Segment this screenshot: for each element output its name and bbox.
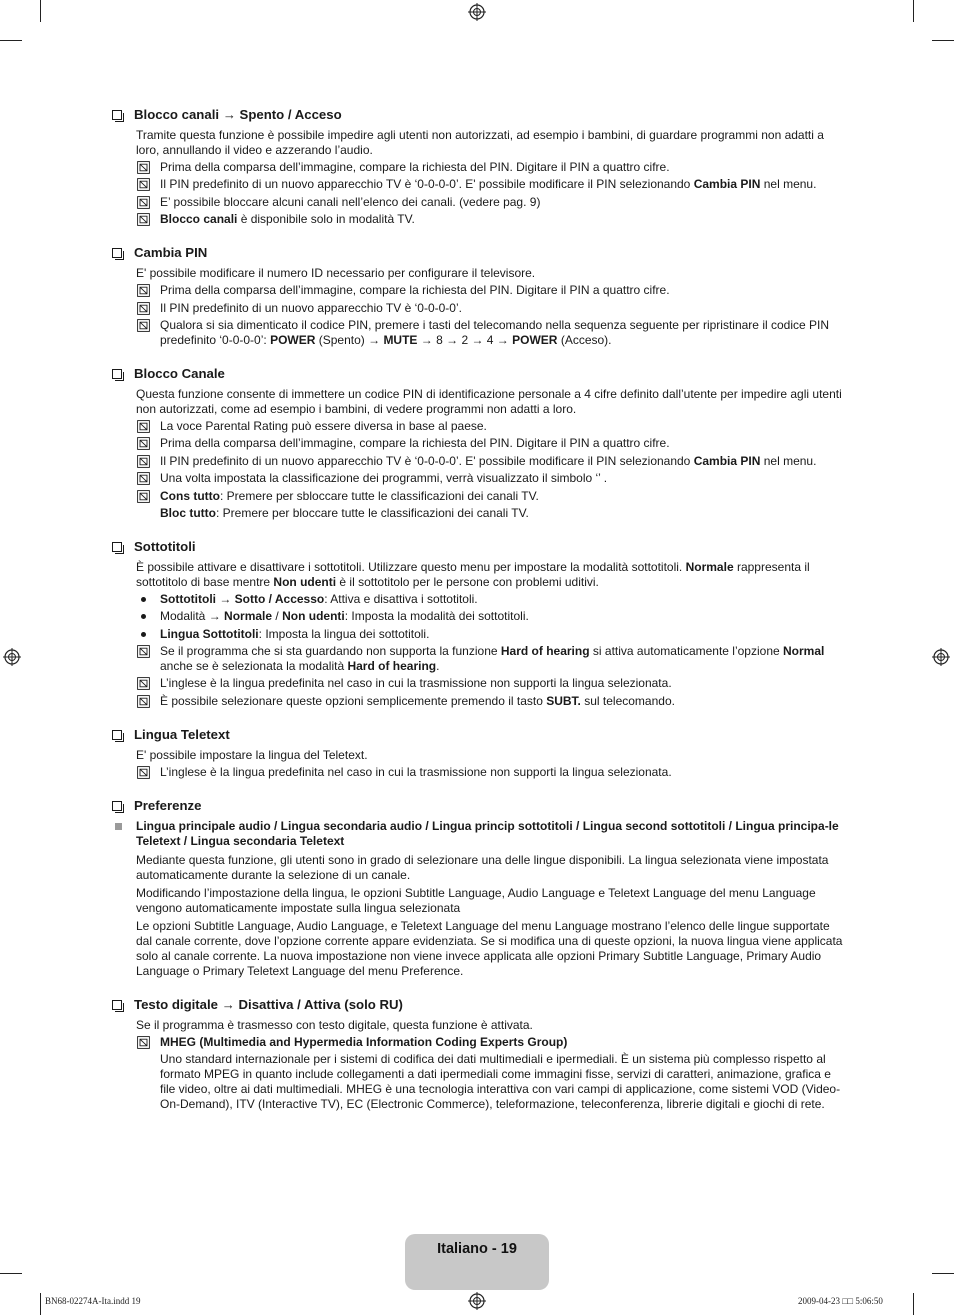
note-text: MHEG (Multimedia and Hypermedia Information Coding Experts Group)	[160, 1034, 568, 1049]
checkbox-icon	[112, 801, 122, 811]
note-item	[136, 644, 845, 674]
note-text: Blocco canali è disponibile solo in modalità TV.	[160, 212, 415, 227]
note-text: È possibile selezionare queste opzioni semplicemente premendo il tasto SUBT. sul telecomando.	[160, 693, 675, 708]
section-title: Blocco Canale	[134, 365, 225, 381]
bullet-text: Sottotitoli → Sotto / Accesso: Attiva e disattiva i sottotitoli.	[160, 591, 478, 606]
note-mark	[136, 212, 160, 227]
checkbox-icon	[112, 110, 122, 120]
note-continuation: Uno standard internazionale per i sistemi di codifica dei dati multimediali e ipermediali. È un sistema più complesso rispetto al formato MPEG in quanto include collegamenti a dati ipermediali come immagini fisse, servizi di caratteri, animazione, grafica e file video, oltre ai dati multimediali. MHEG è una tecnologia interattiva con vari campi di applicazione, come sistemi VOD (Video-On-Demand), ITV (Interactive TV), EC (Electronic Commerce), teleformazione, teleconferenza, librerie digitali e giochi di rete.	[160, 1052, 841, 1112]
note-text: Una volta impostata la classificazione dei programmi, verrà visualizzato il simbolo ‘’ .	[160, 471, 608, 486]
note-icon	[137, 420, 150, 433]
section-intro: Questa funzione consente di immettere un codice PIN di identificazione personale a 4 cifre definito dall’utente per impedire agli utenti non autorizzati, come ad esempio i bambini, di vedere programmi non adatti a loro.	[136, 386, 842, 416]
registration-mark-icon	[3, 648, 21, 666]
note-text: Prima della comparsa dell’immagine, compare la richiesta del PIN. Digitare il PIN a quattro cifre.	[160, 283, 670, 298]
checkbox-icon	[112, 248, 122, 258]
section-intro: E' possibile impostare la lingua del Teletext.	[136, 747, 368, 762]
section-intro: Se il programma è trasmesso con testo digitale, questa funzione è attivata.	[136, 1017, 533, 1032]
section-6	[110, 996, 845, 1112]
bullet-icon	[136, 592, 160, 607]
bullet-item	[136, 592, 845, 607]
note-icon	[137, 472, 150, 485]
section-title: Preferenze	[134, 797, 202, 813]
note-icon	[137, 302, 150, 315]
section-heading	[110, 365, 845, 383]
section-heading	[110, 538, 845, 556]
paragraph: Modificando l’impostazione della lingua, le opzioni Subtitle Language, Audio Language e Teletext Language del menu Language vengono automaticamente impostate sulla lingua selezionata	[136, 885, 816, 915]
note-item	[136, 489, 845, 504]
page-number-label: Italiano - 19	[437, 1241, 517, 1257]
note-icon	[137, 213, 150, 226]
note-icon	[137, 196, 150, 209]
note-item	[136, 694, 845, 709]
square-bullet-mark	[115, 823, 122, 830]
note-icon	[137, 161, 150, 174]
note-icon	[137, 766, 150, 779]
note-text: La voce Parental Rating può essere diversa in base al paese.	[160, 418, 487, 433]
section-heading	[110, 996, 845, 1014]
checkbox-icon	[112, 1000, 122, 1010]
note-icon	[137, 1036, 150, 1049]
note-icon	[137, 645, 150, 658]
bullet-dot	[141, 614, 146, 619]
note-text: L’inglese è la lingua predefinita nel caso in cui la trasmissione non supporti la lingua selezionata.	[160, 676, 672, 691]
section-title: Cambia PIN	[134, 245, 208, 261]
note-item	[136, 177, 845, 192]
note-item	[136, 454, 845, 469]
section-heading	[110, 726, 845, 744]
checkbox-icon	[112, 542, 122, 552]
note-text: Il PIN predefinito di un nuovo apparecchio TV è ‘0-0-0-0’. E' possibile modificare il PIN selezionando Cambia PIN nel menu.	[160, 177, 817, 192]
note-mark	[136, 765, 160, 780]
paragraph: Mediante questa funzione, gli utenti sono in grado di selezionare una delle lingue disponibili. La lingua selezionata viene impostata automaticamente durante la selezione di un canale.	[136, 852, 829, 882]
note-item	[136, 1035, 845, 1050]
note-text: Qualora si sia dimenticato il codice PIN, premere i tasti del telecomando nella sequenza seguente per ripristinare il codice PIN predefinito ‘0-0-0-0’: POWER (Spento) → MUTE → 8 → 2 → 4 → POWER (Acceso).	[160, 317, 830, 347]
preference-subheading	[110, 819, 845, 849]
note-icon	[137, 695, 150, 708]
note-mark	[136, 177, 160, 192]
note-mark	[136, 454, 160, 469]
section-heading	[110, 106, 845, 124]
bullet-dot	[141, 632, 146, 637]
note-text: Cons tutto: Premere per sbloccare tutte le classificazioni dei canali TV.	[160, 488, 539, 503]
note-icon	[137, 455, 150, 468]
registration-mark-icon	[468, 1292, 486, 1310]
note-item	[136, 419, 845, 434]
section-1	[110, 244, 845, 348]
bullet-icon	[136, 609, 160, 624]
square-bullet-icon	[110, 819, 136, 849]
paragraph: Le opzioni Subtitle Language, Audio Language, e Teletext Language del menu Language mostrano l’elenco delle lingue supportate dal canale corrente, dove l’opzione corrente appare evidenziata. Se si modifica una di queste opzioni, la nuova lingua viene applicata solo al canale corrente. La nuova impostazione non viene invece applicata alle opzioni Primary Subtitle Language, Primary Audio Language o Primary Teletext Language del menu Preference.	[136, 918, 843, 978]
note-mark	[136, 318, 160, 348]
note-icon	[137, 319, 150, 332]
note-mark	[136, 676, 160, 691]
registration-mark-icon	[468, 3, 486, 21]
bullet-dot	[141, 597, 146, 602]
note-icon	[137, 284, 150, 297]
note-text: Se il programma che si sta guardando non supporta la funzione Hard of hearing si attiva automaticamente l’opzione Normal anche se è selezionata la modalità Hard of hearing.	[160, 644, 825, 674]
note-item	[136, 676, 845, 691]
section-title: Sottotitoli	[134, 538, 196, 554]
note-text: Il PIN predefinito di un nuovo apparecchio TV è ‘0-0-0-0’. E' possibile modificare il PIN selezionando Cambia PIN nel menu.	[160, 453, 817, 468]
section-heading	[110, 797, 845, 815]
note-continuation: Bloc tutto: Premere per bloccare tutte le classificazioni dei canali TV.	[160, 505, 529, 520]
note-mark	[136, 436, 160, 451]
bullet-text: Modalità → Normale / Non udenti: Imposta la modalità dei sottotitoli.	[160, 609, 529, 624]
section-0	[110, 106, 845, 227]
registration-mark-icon	[932, 648, 950, 666]
note-mark	[136, 644, 160, 674]
note-text: Il PIN predefinito di un nuovo apparecchio TV è ‘0-0-0-0’.	[160, 300, 462, 315]
section-intro: Tramite questa funzione è possibile impedire agli utenti non autorizzati, ad esempio i bambini, di guardare programmi non adatti a loro, annullando il video e azzerando l’audio.	[136, 128, 824, 157]
checkbox-icon	[112, 369, 122, 379]
note-mark	[136, 195, 160, 210]
section-intro: E' possibile modificare il numero ID necessario per configurare il televisore.	[136, 266, 536, 281]
bullet-text: Lingua Sottotitoli: Imposta la lingua dei sottotitoli.	[160, 626, 430, 641]
section-3	[110, 538, 845, 709]
section-title: Testo digitale → Disattiva / Attiva (solo RU)	[134, 996, 403, 1012]
note-mark	[136, 283, 160, 298]
section-intro: È possibile attivare e disattivare i sottotitoli. Utilizzare questo menu per impostare la modalità sottotitoli. Normale rappresenta il sottotitolo di base mentre Non udenti è il sottotitolo per le persone con problemi uditivi.	[136, 559, 810, 589]
note-text: Prima della comparsa dell’immagine, compare la richiesta del PIN. Digitare il PIN a quattro cifre.	[160, 436, 670, 451]
note-mark	[136, 694, 160, 709]
note-mark	[136, 419, 160, 434]
section-title: Blocco canali → Spento / Acceso	[134, 107, 342, 122]
note-icon	[137, 178, 150, 191]
note-icon	[137, 490, 150, 503]
section-4	[110, 726, 845, 780]
bullet-item	[136, 627, 845, 642]
checkbox-icon	[112, 730, 122, 740]
note-item	[136, 160, 845, 175]
note-item	[136, 765, 845, 780]
note-item	[136, 212, 845, 227]
print-slug-file: BN68-02274A-Ita.indd 19	[45, 1296, 141, 1306]
note-icon	[137, 437, 150, 450]
note-item	[136, 195, 845, 210]
manual-content	[110, 106, 845, 1129]
note-item	[136, 436, 845, 451]
note-item	[136, 283, 845, 298]
print-slug-date: 2009-04-23 □□ 5:06:50	[798, 1296, 883, 1306]
note-text: Prima della comparsa dell’immagine, compare la richiesta del PIN. Digitare il PIN a quattro cifre.	[160, 160, 670, 174]
bullet-icon	[136, 627, 160, 642]
note-mark	[136, 489, 160, 504]
section-heading	[110, 244, 845, 262]
section-2	[110, 365, 845, 521]
note-item	[136, 471, 845, 486]
note-text: E’ possibile bloccare alcuni canali nell’elenco dei canali. (vedere pag. 9)	[160, 194, 541, 209]
note-mark	[136, 1035, 160, 1050]
note-item	[136, 301, 845, 316]
subheading-text: Lingua principale audio / Lingua secondaria audio / Lingua princip sottotitoli / Lingua second sottotitoli / Lingua principa-le Teletext / Lingua secondaria Teletext	[136, 818, 839, 848]
section-title: Lingua Teletext	[134, 726, 230, 742]
note-icon	[137, 677, 150, 690]
bullet-item	[136, 609, 845, 624]
note-mark	[136, 301, 160, 316]
note-mark	[136, 471, 160, 486]
section-5	[110, 797, 845, 979]
note-mark	[136, 160, 160, 175]
note-item	[136, 318, 845, 348]
note-text: L’inglese è la lingua predefinita nel caso in cui la trasmissione non supporti la lingua selezionata.	[160, 764, 672, 779]
